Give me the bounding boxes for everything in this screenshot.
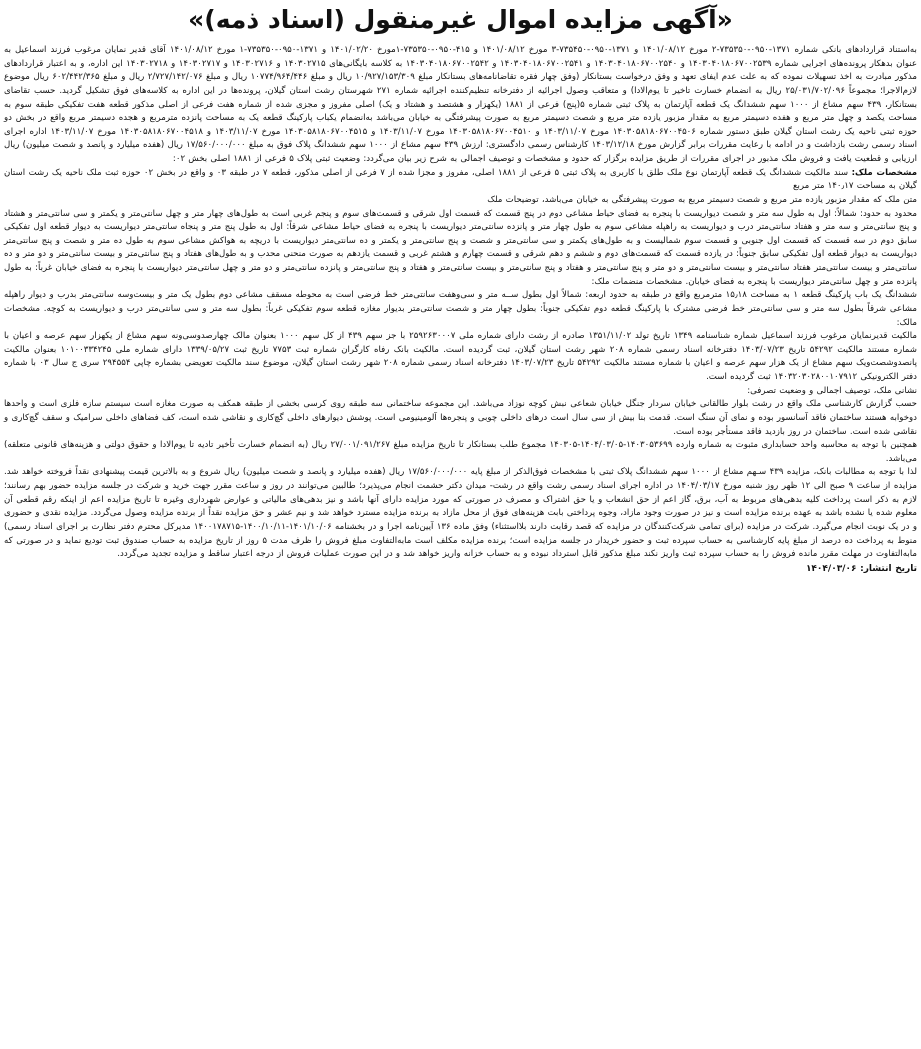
paragraph-text: ششدانگ یک باب پارکینگ قطعه ۱ به مساحت ۱۵٫۱۸ مترمربع واقع در طبقه به حدود اربعه: شمالاً اول بطول ســه متر و سی‌وهفت سانتی‌متر خط فرضی است به محوطه مسقف مشاعی دوم بطول یک متر و بیست‌وسه سانتی‌متر بدرب و دیوار راهپله مشاعی شرقاً بطول سه متر و سی سانتی‌متر خط فرضی مشترک با پارکینگ قطعه دوم تفکیکی جنوباً: بطول چهار متر و شصت سانتی‌متر بدیوار مغازه قطعه سوم تفکیکی غرباً: بطول سه متر و سی سانتی‌متر درب و دیواریست به کوچه. مشخصات مالک: (4, 290, 917, 328)
notice-paragraph-address-head (4, 385, 917, 399)
publish-date: تاریخ انتشار: ۱۴۰۴/۰۳/۰۶ (805, 563, 917, 574)
notice-paragraph-boundaries (4, 208, 917, 290)
paragraph-text: محدود به حدود: شمالاً: اول به طول سه متر و شصت دیواریست با پنجره به فضای حیاط مشاعی دوم در پنج قسمت که قسمت اول شرقی و قسمت‌های سوم و پنجم غربی است به طول‌های چهار متر و چهل سانتی‌متر و یکمتر و سی سانتی‌متر و هشتاد و پنج سانتی‌متر و سه متر و هفتاد سانتی‌متر درب و دیواریست به راهپله مشاعی سوم به طول چهار متر و پانزده سانتی‌متر دیواریست با پنجره به فضای حیاط مشاعی شرقاً: اول به طول پنج متر و پنجاه سانتی‌متر دیواریست به دیوار قطعه اول تفکیکی سابق دوم در سه قسمت که قسمت اول جنوبی و قسمت سوم شمالیست و به طول‌های یکمتر و سی سانتی‌متر و شصت و پنج سانتی‌متر و یکمتر و ده سانتی‌متر دیواریست با دریچه به هواکش مشاعی سوم به طول ده متر و شصت و پنج سانتی‌متر دیواریست به دیوار قطعه اول تفکیکی سابق جنوباً: در یازده قسمت که قسمت‌های دوم و ششم و دهم شرقی و قسمت چهارم و هشتم غربی و قسمت یازدهم به صورت منحنی محدب و به طول‌های هفتاد و پنج سانتی‌متر و بیست سانتی‌متر و دو متر و ده سانتی‌متر و بیست سانتی‌متر هفتاد سانتی‌متر و بیست سانتی‌متر و دو متر و پنج سانتی‌متر و هفتاد و پنج سانتی‌متر و بیست سانتی‌متر و هفتاد و پنج سانتی‌متر و پانزده سانتی‌متر و دو متر و چهل سانتی‌متر دیواریست با پنجره به فضای خیابان غرباً: به طول پانزده متر و چهل سانتی‌متر دیواریست با پنجره به فضای خیابان. مشخصات منضمات ملک: (4, 208, 917, 287)
notice-paragraph-intro (4, 44, 917, 167)
notice-paragraph-ownership (4, 330, 917, 385)
paragraph-text: مالکیت قدیرنمایان مرغوب فرزند اسماعیل شماره شناسنامه ۱۳۴۹ تاریخ تولد ۱۳۵۱/۱۱/۰۲ صادره از رشت دارای شماره ملی ۲۵۹۲۶۳۰۰۰۷ با جز سهم ۴۳۹ از کل سهم ۱۰۰۰ بعنوان مالک چهارصدوسی‌ونه سهم مشاع از یکهزار سهم عرصه و اعیان با شماره مستند مالکیت ۵۴۲۹۲ تاریخ ۱۴۰۳/۰۷/۲۳ دفترخانه اسناد رسمی شماره ۲۰۸ شهر رشت استان گیلان، ثبت گردیده است. مالکیت بانک رفاه کارگران شماره ثبت ۷۷۵۳ تاریخ ثبت ۱۳۳۹/۰۵/۲۷ دارای شماره ملی ۱۰۱۰۰۳۳۴۲۴۵ بعنوان مالکیت پانصدوشصت‌ویک سهم مشاع از یک هزار سهم عرصه و اعیان با شماره مستند مالکیت ۵۴۲۹۲ تاریخ ۱۴۰۳/۰۷/۲۳ دفترخانه اسناد رسمی شماره ۲۰۸ شهر رشت استان گیلان، موضوع سند مالکیت تعویضی بشماره چاپی ۲۹۴۵۵۴ سری ج سال ۰۳ با شماره دفتر الکترونیکی ۱۴۰۳۲۰۳۰۲۸۰۰۱۰۷۹۱۲ ثبت گردیده است. (4, 331, 918, 382)
notice-paragraph-auction-terms (4, 466, 917, 561)
paragraph-text: متن ملک که مقدار مزبور یازده متر مربع و شصت دسیمتر مربع به صورت پیشرفتگی به خیابان می‌باشد، توضیحات ملک (487, 194, 917, 205)
paragraph-text: همچنین با توجه به محاسبه واحد حسابداری مثبوت به شماره وارده ۱۴۰۳۰۵۳۶۹۹-۱۴۰۴/۰۳/۰۵-۱۴۰۳۰۵ مجموع طلب بستانکار تا تاریخ مزایده مبلغ ۲۷/۰۰۱/۰۹۱/۲۶۷ ریال (به انضمام خسارت تأخیر تادیه تا یوم‌الادا و حقوق دولتی و هزینه‌های قانونی متعلقه) می‌باشد. (4, 440, 918, 464)
notice-paragraph-property-text (4, 194, 917, 208)
paragraph-text: نشانی ملک، توصیف اجمالی و وضعیت تصرفی: (747, 385, 917, 396)
notice-paragraph-debt (4, 439, 917, 466)
notice-title: «آگهی مزایده اموال غیرمنقول (اسناد ذمه)» (188, 5, 733, 34)
notice-paragraph-parking (4, 289, 917, 330)
paragraph-text: لذا با توجه به مطالبات بانک، مزایده ۴۳۹ سـهم مشاع از ۱۰۰۰ سهم ششدانگ پلاک ثبتی با مشخصات فوق‌الذکر از مبلغ پایه ۱۷/۵۶۰/۰۰۰/۰۰۰ ریال (هفده میلیارد و پانصد و شصت میلیون) ریال شروع و به بالاترین قیمت پیشنهادی نقداً فروخته خواهد شد. مزایده از ساعت ۹ صبح الی ۱۲ ظهر روز شنبه مورخ ۱۴۰۴/۰۳/۱۷ در اداره اجرای اسناد رسمی رشت واقع در رشت- میدان دکتر حشمت انجام می‌پذیرد؛ طالبین می‌توانند در روز و ساعت مقرر جهت خرید و شرکت در جلسه مزایده حضور بهم رسانند؛ لازم به ذکر است پرداخت کلیه بدهی‌های مربوط به آب، برق، گاز اعم از حق انشعاب و یا حق اشتراک و مصرف در صورتی که مورد مزایده دارای آنها باشد و نیز بدهی‌های مالیاتی و عوارض شهرداری وغیره تا تاریخ مزایده اعم از اینکه رقم قطعی آن معلوم شده یا نشده باشد به عهده برنده مزایده است و نیز در صورت وجود مازاد، وجوه پرداختی بابت هزینه‌های فوق از محل مازاد به برنده مزایده مسترد خواهد شد و نیم عشر و حق مزایده نقداً از برنده مزایده وصول می‌گردد. مزایده نقدی و حضوری و در یک نوبت انجام می‌گیرد. شرکت در مزایده (برای تمامی شرکت‌کنندگان در مزایده که قصد رقابت دارند بلااستثناء) وفق ماده ۱۳۶ آیین‌نامه اجرا و در بخشنامه ۱۴۰۱/۱۰/۰۶-۱۴۰۰/۱۰/۱۱-۱۴۰۰۱۷۸۷۱۵ مدیرکل محترم دفتر نظارت بر اجرای اسناد رسمی) منوط به پرداخت ده درصد از مبلغ پایه کارشناسی به حساب سپرده ثبت و حضور خریدار در جلسه مزایده است؛ برنده مزایده مکلف است مابه‌التفاوت مبلغ فروش را ظرف مدت ۵ روز از تاریخ مزایده به حساب صندوق ثبت تودیع نماید و در صورتی که مابه‌التفاوت در مهلت مقرر مانده فروش را به حساب سپرده ثبت واریز نکند مبلغ مذکور قابل استرداد نبوده و به حساب خزانه واریز خواهد شد و در این صورت عملیات فروش از درجه اعتبار ساقط و مزایده تجدید می‌گردد. (4, 467, 918, 560)
notice-paragraph-property-specs (4, 167, 917, 194)
paragraph-head: مشخصات ملک: (851, 167, 918, 178)
paragraph-text: حسب گزارش کارشناسی ملک واقع در رشت بلوار طالقانی خیابان سردار جنگل خیابان شعاعی نبش کوچه نوزاد می‌باشد. این مجموعه ساختمانی سه طبقه روی کرسی بخشی از طبقه همکف به صورت مغازه است سیستم سازه فلزی است و واحدها دوخوابه هستند ساختمان فاقد آسانسور بوده و نمای آن سنگ است. قدمت بنا بیش از سی سال است درهای داخلی چوبی و پنجره‌ها آلومینیومی است. پوشش دیوارهای داخلی گچ‌کاری و نقاشی شده است، کف فضاهای داخلی سرامیک و سقف گچ‌کاری و نقاشی شده است. ساختمان در روز بازدید فاقد مستأجر بوده است. (4, 399, 917, 437)
notice-body (4, 44, 917, 576)
paragraph-text: به‌استناد قراردادهای بانکی شماره ۱۳۷۱-۰۹۵۰-۷۳۵۳۵۰-۲ مورخ ۱۴۰۱/۰۸/۱۲ و ۱۳۷۱-۰۹۵۰-۷۳۵۴۵۰-۳ مورخ ۱۴۰۱/۰۸/۱۲ و ۴۱۵-۰۹۵۰-۷۳۵۳۵۰-۱مورخ ۱۴۰۱/۰۲/۲۰ و ۱۳۷۱-۰۹۵۰-۷۳۵۳۵۰-۱ مورخ ۱۴۰۱/۰۸/۱۲ آقای قدیر نمایان مرغوب فرزند اسماعیل به عنوان بدهکار پرونده‌های اجرایی شماره ۱۴۰۳۰۴۰۱۸۰۶۷۰۰۲۵۳۹ و ۱۴۰۳۰۴۰۱۸۰۶۷۰۰۲۵۴۰ و ۱۴۰۳۰۴۰۱۸۰۶۷۰۰۲۵۴۱ و ۱۴۰۳۰۴۰۱۸۰۶۷۰۰۲۵۴۲ به کلاسه بایگانی‌های ۱۴۰۳۰۲۷۱۵ و ۱۴۰۳۰۲۷۱۶ و ۱۴۰۳۰۲۷۱۷ و ۱۴۰۳۰۲۷۱۸ این اداره، و به اعتبار قراردادهای مذکور مبادرت به اخذ تسهیلات نموده که به علت عدم ایفای تعهد و وفق درخواست بستانکار (وفق چهار فقره تقاضانامه‌های بستانکار مبلغ ۱۰/۹۲۷/۱۵۳/۳۰۹ ریال و مبلغ ۱۰۷۷۴/۹۶۴/۴۴۶ ریال و مبلغ ۲/۷۲۷/۱۴۲/۰۷۶ ریال و مبلغ ۶۰۲/۴۴۲/۳۶۵ ریال موضوع لازم‌الاجرا؛ مجموعاً ۲۵/۰۳۱/۷۰۲/۰۹۶ ریال به انضمام خسارت تاخیر تا یوم‌الادا) و متعاقب وصول اجرائیه از دفترخانه تنظیم‌کننده اجرائیه شماره ۲۷۱ شهرستان رشت استان گیلان، پرونده‌ها در این اداره به کلاسه‌های فوق تشکیل گردید. حسب تقاضای بستانکار، ۴۳۹ سهم مشاع از ۱۰۰۰ سهم ششدانگ یک قطعه آپارتمان به پلاک ثبتی شماره ۵(پنج) فرعی از ۱۸۸۱ (یکهزار و هشتصد و هشتاد و یک) اصلی مفروز و مجزی شده از شماره هفت فرعی از اصلی مذکور قطعه هفت تفکیکی طبقه سوم به مساحت یکصد و چهل متر مربع و هفده دسیمتر مربع به مقدار مزبور یازده متر مربع و شصت دسیمتر مربع به صورت پیشرفتگی به خیابان می‌باشد به‌انضمام یکباب پارکینگ قطعه یک به مساحت پانزده مترمربع و هجده دسیمتر مربع واقع در بخش دو حوزه ثبتی ناحیه یک رشت استان گیلان طبق دستور شماره ۱۴۰۳۰۵۸۱۸۰۶۷۰۰۴۵۰۶ مورخ ۱۴۰۳/۱۱/۰۷ و ۱۴۰۳۰۵۸۱۸۰۶۷۰۰۴۵۱۰ مورخ ۱۴۰۳/۱۱/۰۷ و ۱۴۰۳۰۵۸۱۸۰۶۷۰۰۴۵۱۵ مورخ ۱۴۰۳/۱۱/۰۷ و ۱۴۰۳۰۵۸۱۸۰۶۷۰۰۴۵۱۸ مورخ ۱۴۰۳/۱۱/۰۷ اداره اجرای اسناد رسمی رشت بازداشت و در ادامه با رعایت مقررات برابر گزارش مورخ ۱۴۰۳/۱۲/۱۸ کارشناس رسمی دادگستری: ارزش ۴۳۹ سهم مشاع از ۱۰۰۰ سهم ششدانگ پلاک فوق به مبلغ ۱۷/۵۶۰/۰۰۰/۰۰۰ ریال (هفده میلیارد و پانصد و شصت میلیون) ریال ارزیابی و قطعیت یافت و فروش ملک مذبور در اجرای مقررات از طریق مزایده برگزار که حدود و مشخصات و توصیف اجمالی به شرح زیر بیان می‌گردد: وضعیت ثبتی پلاک ۵ فرعی از ۱۸۸۱ اصلی بخش ۰۲: (4, 45, 918, 164)
paragraph-text: سند مالکیت ششدانگ یک قطعه آپارتمان نوع ملک طلق با کاربری به پلاک ثبتی ۵ فرعی از ۱۸۸۱ اصلی، مفروز و مجزا شده از ۷ فرعی از اصلی مذکور، قطعه ۷ در طبقه ۰۳ و واقع در بخش ۰۲ حوزه ثبت ملک ناحیه یک رشت استان گیلان به مساحت ۱۴۰٫۱۷ متر مربع (4, 167, 917, 192)
notice-paragraph-description (4, 398, 917, 439)
